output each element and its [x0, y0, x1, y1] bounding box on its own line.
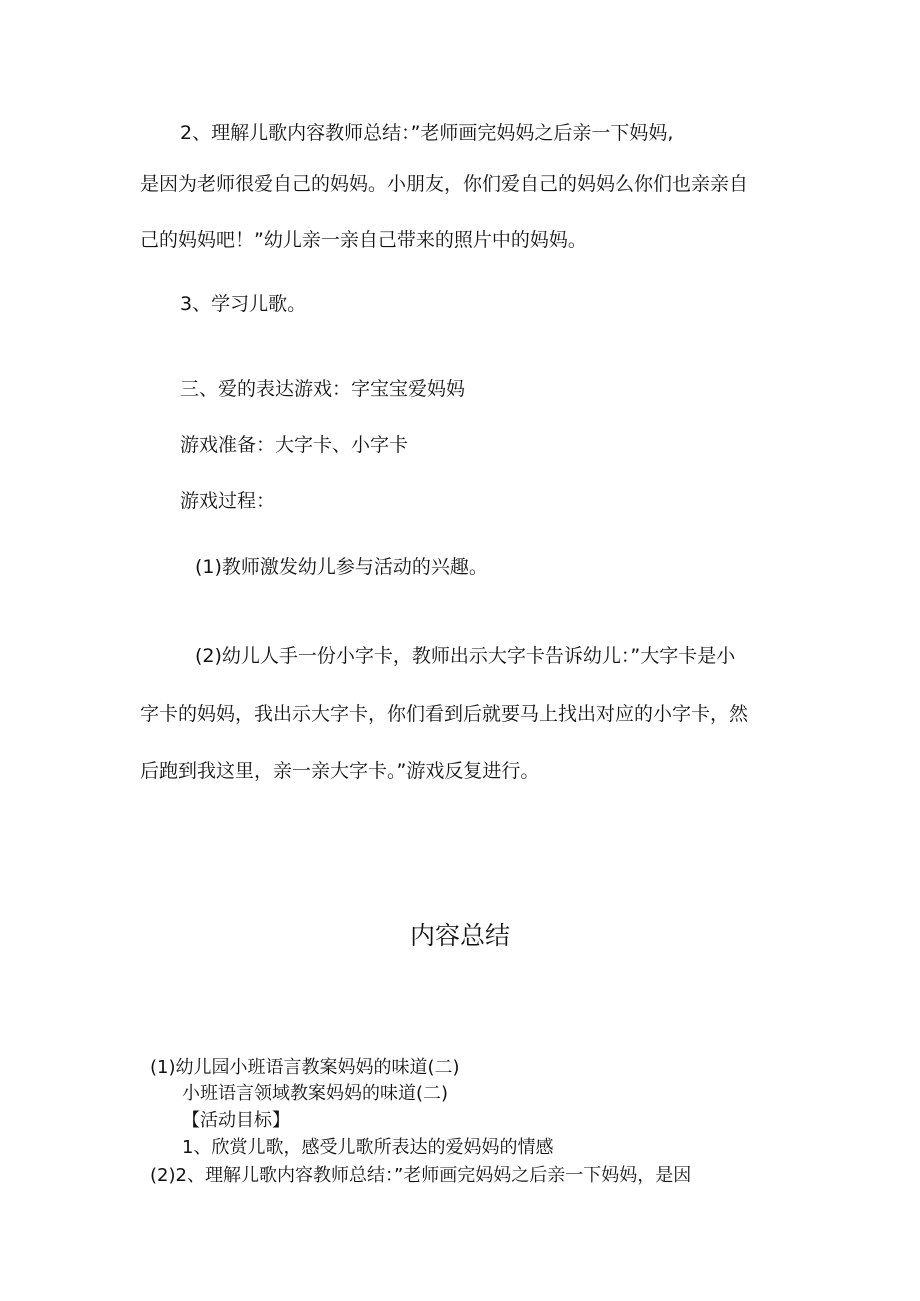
paragraph-1-line-3: 己的妈妈吧！”幼儿亲一亲自己带来的照片中的妈妈。	[140, 229, 587, 251]
summary-line-1: (1)幼儿园小班语言教案妈妈的味道(二)	[150, 1057, 460, 1078]
game-step-2-line-2: 字卡的妈妈，我出示大字卡，你们看到后就要马上找出对应的小字卡，然	[140, 703, 749, 725]
game-preparation: 游戏准备：大字卡、小字卡	[180, 434, 409, 456]
game-step-2-line-1: (2)幼儿人手一份小字卡，教师出示大字卡告诉幼儿：”大字卡是小	[195, 645, 736, 667]
game-step-2-line-3: 后跑到我这里，亲一亲大字卡。”游戏反复进行。	[140, 760, 540, 782]
paragraph-2: 3、学习儿歌。	[180, 293, 307, 315]
game-process-label: 游戏过程：	[180, 490, 276, 512]
paragraph-1-line-1: 2、理解儿歌内容教师总结：”老师画完妈妈之后亲一下妈妈,	[180, 122, 674, 144]
paragraph-1-line-2: 是因为老师很爱自己的妈妈。小朋友，你们爱自己的妈妈么你们也亲亲自	[140, 173, 749, 195]
section-heading-3: 三、爱的表达游戏：字宝宝爱妈妈	[180, 378, 466, 400]
summary-line-3: 【活动目标】	[182, 1110, 290, 1131]
summary-line-5: (2)2、理解儿歌内容教师总结：”老师画完妈妈之后亲一下妈妈，是因	[150, 1165, 692, 1186]
summary-line-2: 小班语言领域教案妈妈的味道(二)	[182, 1083, 449, 1104]
game-step-1: (1)教师激发幼儿参与活动的兴趣。	[195, 556, 488, 578]
summary-heading: 内容总结	[409, 921, 510, 950]
summary-line-4: 1、欣赏儿歌，感受儿歌所表达的爱妈妈的情感	[182, 1137, 554, 1158]
